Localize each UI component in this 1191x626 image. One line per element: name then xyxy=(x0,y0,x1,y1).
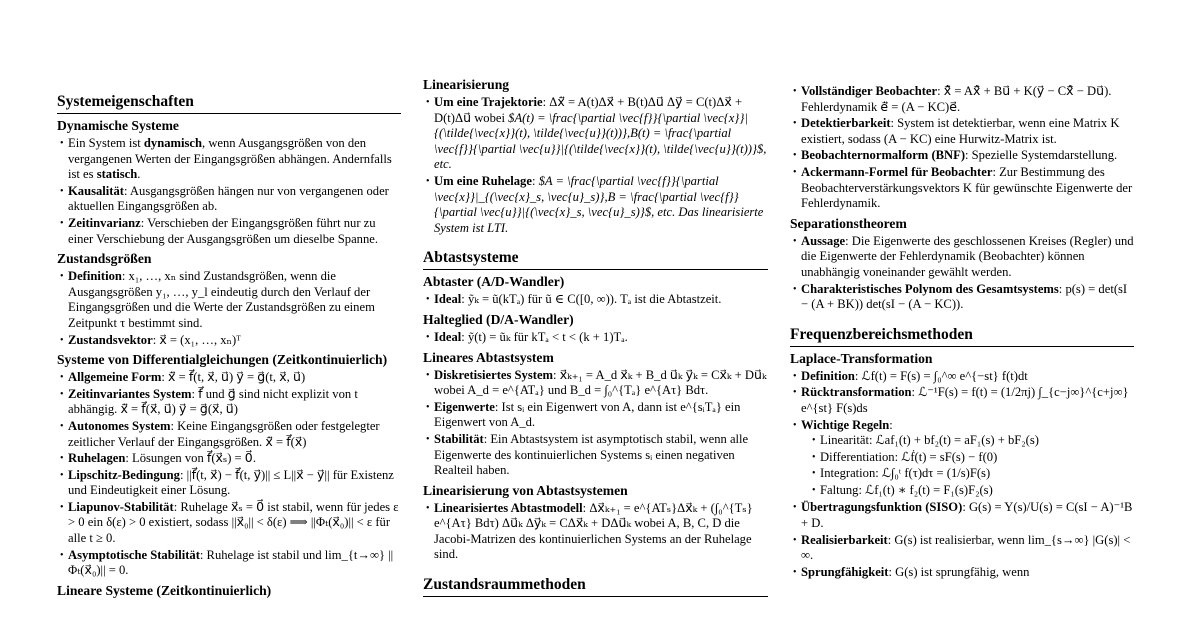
item-text: : Spezielle Systemdarstellung. xyxy=(965,148,1118,163)
ad-list xyxy=(423,292,768,308)
list-item xyxy=(790,385,1134,416)
subsection-abtaster: Abtaster (A/D-Wandler) xyxy=(423,274,565,290)
item-text: Ein System ist xyxy=(68,136,144,150)
item-text: : ||f⃗(t, x⃗) − f⃗(t, y⃗)|| ≤ L||x⃗ − y⃗|| für Existenz und Eindeutigkeit einer Lösung. xyxy=(68,467,394,498)
item-label: Allgemeine Form xyxy=(68,370,162,385)
item-label: Übertragungsfunktion (SISO) xyxy=(801,500,963,515)
item-text: : Ein Abtastsystem ist asymptotisch stabil, wenn alle Eigenwerte des kontinuierlichen Systems sᵢ einen negativen Realteil haben. xyxy=(434,431,749,478)
item-text: : Δẋ⃗ = A(t)Δx⃗ + B(t)Δu⃗ Δy⃗ = C(t)Δx⃗ + D(t)Δu⃗ wobei xyxy=(434,95,743,125)
sampled-linearization-list xyxy=(423,501,768,563)
list-item xyxy=(423,95,768,173)
item-bold: dynamisch xyxy=(143,136,203,150)
column-1 xyxy=(57,92,401,601)
observer-list xyxy=(790,84,1134,212)
subsection-linearisierung-abtast: Linearisierung von Abtastsystemen xyxy=(423,482,628,498)
list-item xyxy=(423,400,768,431)
list-item xyxy=(57,451,401,467)
item-text: : Ruhelage ist stabil und lim_{t→∞} ||Φₜ(x⃗₀)|| = 0. xyxy=(68,547,394,578)
item-label: Rücktransformation xyxy=(801,385,912,400)
item-text: : Zur Bestimmung des Beobachterverstärkungsvektors K für gewünschte Eigenwerte der Fehlerdynamik. xyxy=(801,164,1133,211)
item-text: : Δx⃗ₖ₊₁ = e^{ATₛ}Δx⃗ₖ + (∫₀^{Tₛ} e^{Aτ} Bdτ) Δu⃗ₖ Δy⃗ₖ = CΔx⃗ₖ + DΔu⃗ₖ wobei A, B, C, D die Jacobi-Matrizen des kontinuierlichen Systems an der Ruhelage sind. xyxy=(434,500,753,562)
subsection-separationstheorem: Separationstheorem xyxy=(790,215,907,231)
list-item xyxy=(790,165,1134,212)
item-text: : Ist sᵢ ein Eigenwert von A, dann ist e^{sᵢTₐ} ein Eigenwert von A_d. xyxy=(434,399,741,430)
item-text: : Ausgangsgrößen hängen nur von vergangenen oder aktuellen Eingangsgrößen ab. xyxy=(68,183,389,214)
list-item xyxy=(790,148,1134,164)
subsection-halteglied: Halteglied (D/A-Wandler) xyxy=(423,311,574,327)
laplace-list xyxy=(790,369,1134,581)
item-label: Asymptotische Stabilität xyxy=(68,547,200,562)
section-title-systemeigenschaften: Systemeigenschaften xyxy=(57,92,401,114)
subsection-lineare-systeme: Lineare Systeme (Zeitkontinuierlich) xyxy=(57,582,272,598)
item-text: : x⃗ₖ₊₁ = A_d x⃗ₖ + B_d u⃗ₖ y⃗ₖ = Cx⃗ₖ + Du⃗ₖ wobei A_d = e^{ATₐ} und B_d = ∫₀^{Tₐ} e^{Aτ} Bdτ. xyxy=(434,367,767,398)
list-item xyxy=(790,500,1134,531)
list-item xyxy=(57,500,401,547)
item-label: Linearisiertes Abtastmodell xyxy=(434,500,583,515)
subsection-differentialgleichungen: Systeme von Differentialgleichungen (Zeitkontinuierlich) xyxy=(57,352,388,368)
item-bold: statisch xyxy=(96,167,138,182)
raw-latex-text: $A = \frac{\partial \vec{f}}{\partial \vec{x}}|_{(\vec{x}_s, \vec{u}_s)},B = \frac{\partial \vec{f}}{\partial \vec{u}}|{(\vec{x}_s, \vec{u}_s)}$, etc. Das linearisierte System ist LTI. xyxy=(434,173,764,235)
item-text: : ỹ(t) = ũₖ für kTₐ < t < (k + 1)Tₐ. xyxy=(461,329,628,344)
item-label: Zeitinvarianz xyxy=(68,215,141,230)
list-item xyxy=(57,184,401,215)
item-text: : Keine Eingangsgrößen oder festgelegter zeitlicher Verlauf der Eingangsgrößen. ẋ⃗ = f⃗(x⃗) xyxy=(68,418,380,449)
item-label: Lipschitz-Bedingung xyxy=(68,467,180,482)
item-text: : x₁, …, xₙ sind Zustandsgrößen, wenn die Ausgangsgrößen y₁, …, y_l eindeutig durch den Verlauf der Eingangsgrößen und die Werte der Zustandsgrößen zu einem Zeitpunkt τ bestimmt sind. xyxy=(68,269,375,330)
item-label: Realisierbarkeit xyxy=(801,532,888,547)
item-label: Sprungfähigkeit xyxy=(801,564,889,579)
subsection-zustandsgroessen: Zustandsgrößen xyxy=(57,251,152,267)
subsection-dynamische-systeme: Dynamische Systeme xyxy=(57,118,179,133)
item-label: Beobachternormalform (BNF) xyxy=(801,148,966,163)
list-item xyxy=(423,292,768,308)
raw-latex-text: $A(t) = \frac{\partial \vec{f}}{\partial \vec{x}}|{(\tilde{\vec{x}}(t), \tilde{\vec{u}}(t))},B(t) = \frac{\partial \vec{f}}{\partial \vec{u}}|{(\tilde{\vec{x}}(t), \tilde{\vec{u}}(t))}$, etc. xyxy=(434,110,767,172)
list-item xyxy=(423,368,768,399)
list-item xyxy=(790,84,1134,115)
list-item xyxy=(57,333,401,349)
item-label: Autonomes System xyxy=(68,418,171,433)
state-variables-list xyxy=(57,269,401,348)
subsection-laplace: Laplace-Transformation xyxy=(790,350,933,366)
list-item xyxy=(423,432,768,479)
item-text: : G(s) ist sprungfähig, wenn xyxy=(888,564,1030,579)
item-text: : G(s) = Y(s)/U(s) = C(sI − A)⁻¹B + D. xyxy=(801,500,1133,531)
item-text: : x̂̇⃗ = Ax̂⃗ + Bu⃗ + K(y⃗ − Cx̂⃗ − Du⃗). Fehlerdynamik ė⃗ = (A − KC)e⃗. xyxy=(801,84,1112,114)
item-label: Um eine Trajektorie xyxy=(434,95,543,109)
item-text: : f⃗ und g⃗ sind nicht explizit von t abhängig. ẋ⃗ = f⃗(x⃗, u⃗) y⃗ = g⃗(x⃗, u⃗) xyxy=(68,386,358,417)
list-item xyxy=(423,501,768,563)
item-label: Aussage xyxy=(801,233,846,248)
ode-list xyxy=(57,370,401,579)
list-item xyxy=(790,234,1134,281)
item-text: : Die Eigenwerte des geschlossenen Kreises (Regler) und die Eigenwerte der Fehlerdynamik (Beobachter) können unabhängig voneinander gewählt werden. xyxy=(801,233,1134,279)
item-label: Um eine Ruhelage xyxy=(434,173,532,188)
item-text: : Lösungen von f⃗(x⃗ₛ) = 0⃗. xyxy=(125,451,256,466)
item-text: , wenn Ausgangsgrößen von den vergangenen Werten der Eingangsgrößen abhängen. Andernfalls ist es xyxy=(68,136,392,182)
subsection-linearisierung: Linearisierung xyxy=(423,77,510,92)
sampled-system-list xyxy=(423,368,768,479)
item-text: : ℒ⁻¹F(s) = f(t) = (1/2πj) ∫_{c−j∞}^{c+j∞} e^{st} F(s)ds xyxy=(801,385,1129,415)
item-label: Liapunov-Stabilität xyxy=(68,499,174,514)
item-text: : x⃗ = (x₁, …, xₙ)ᵀ xyxy=(152,332,241,347)
dynamic-systems-list xyxy=(57,136,401,247)
list-item xyxy=(57,387,401,418)
sub-list-item: • Linearität: ℒaf₁(t) + bf₂(t) = aF₁(s) + bF₂(s) xyxy=(801,433,1134,449)
item-label: Ackermann-Formel für Beobachter xyxy=(801,164,993,179)
item-label: Detektierbarkeit xyxy=(801,116,891,131)
column-2 xyxy=(423,76,768,600)
item-label: Stabilität xyxy=(434,431,484,446)
sub-list-item: • Faltung: ℒf₁(t) ∗ f₂(t) = F₁(s)F₂(s) xyxy=(801,483,1134,499)
da-list xyxy=(423,330,768,346)
item-label: Definition xyxy=(68,269,122,284)
item-text: : xyxy=(889,417,893,432)
list-item xyxy=(57,136,401,183)
list-item xyxy=(57,216,401,247)
item-label: Kausalität xyxy=(68,183,124,198)
list-item xyxy=(423,330,768,346)
item-label: Zustandsvektor xyxy=(68,332,153,347)
item-label: Vollständiger Beobachter xyxy=(801,84,938,98)
list-item xyxy=(57,468,401,499)
sub-list-item: • Integration: ℒ∫₀ᵗ f(τ)dτ = (1/s)F(s) xyxy=(801,466,1134,482)
item-label: Ruhelagen xyxy=(68,451,126,466)
linearization-list xyxy=(423,95,768,236)
item-text: : Verschieben der Eingangsgrößen führt nur zu einer Verschiebung der Ausgangsgrößen um dieselbe Spanne. xyxy=(68,215,378,246)
item-label: Diskretisiertes System xyxy=(434,367,554,382)
item-text: : System ist detektierbar, wenn eine Matrix K existiert, sodass (A − KC) eine Hurwitz-Matrix ist. xyxy=(801,116,1120,146)
item-label: Wichtige Regeln xyxy=(801,417,890,432)
item-label: Eigenwerte xyxy=(434,399,495,414)
sub-list-item: • Differentiation: ℒḟ(t) = sF(s) − f(0) xyxy=(801,450,1134,466)
item-label: Ideal xyxy=(434,329,462,344)
item-label: Charakteristisches Polynom des Gesamtsystems xyxy=(801,281,1059,296)
list-item xyxy=(57,548,401,579)
list-item xyxy=(790,565,1134,581)
section-title-abtastsysteme: Abtastsysteme xyxy=(423,248,768,270)
item-label: Ideal xyxy=(434,292,462,307)
list-item xyxy=(423,174,768,236)
list-item xyxy=(790,418,1134,499)
item-label: Zeitinvariantes System xyxy=(68,386,192,401)
subsection-lineares-abtastsystem: Lineares Abtastsystem xyxy=(423,349,554,365)
list-item xyxy=(57,370,401,386)
separation-list xyxy=(790,234,1134,313)
item-text: : ẋ⃗ = f⃗(t, x⃗, u⃗) y⃗ = g⃗(t, x⃗, u⃗) xyxy=(161,370,306,385)
list-item xyxy=(790,116,1134,147)
item-text: . xyxy=(137,167,141,182)
item-text: : xyxy=(531,173,539,188)
list-item xyxy=(790,533,1134,564)
list-item xyxy=(790,282,1134,313)
item-text: : Ruhelage x⃗ₛ = 0⃗ ist stabil, wenn für jedes ε > 0 ein δ(ε) > 0 existiert, sodass ||x⃗₀|| < δ(ε) ⟹ ||Φₜ(x⃗₀)|| < ε für alle t ≥ 0. xyxy=(68,499,399,546)
item-text: : p(s) = det(sI − (A + BK)) det(sI − (A − KC)). xyxy=(801,281,1128,312)
rules-sublist xyxy=(801,433,1134,498)
column-3 xyxy=(790,84,1134,582)
section-title-frequenzbereichsmethoden: Frequenzbereichsmethoden xyxy=(790,325,1134,347)
list-item xyxy=(790,369,1134,385)
section-title-zustandsraummethoden: Zustandsraummethoden xyxy=(423,575,768,597)
item-text: : ỹₖ = ũ(kTₐ) für ũ ∈ C([0, ∞)). Tₐ ist die Abtastzeit. xyxy=(461,292,722,307)
item-label: Definition xyxy=(801,368,855,383)
item-text: : ℒf(t) = F(s) = ∫₀^∞ e^{−st} f(t)dt xyxy=(854,368,1028,383)
list-item xyxy=(57,419,401,450)
list-item xyxy=(57,269,401,331)
item-text: : G(s) ist realisierbar, wenn lim_{s→∞} |G(s)| < ∞. xyxy=(801,532,1131,563)
